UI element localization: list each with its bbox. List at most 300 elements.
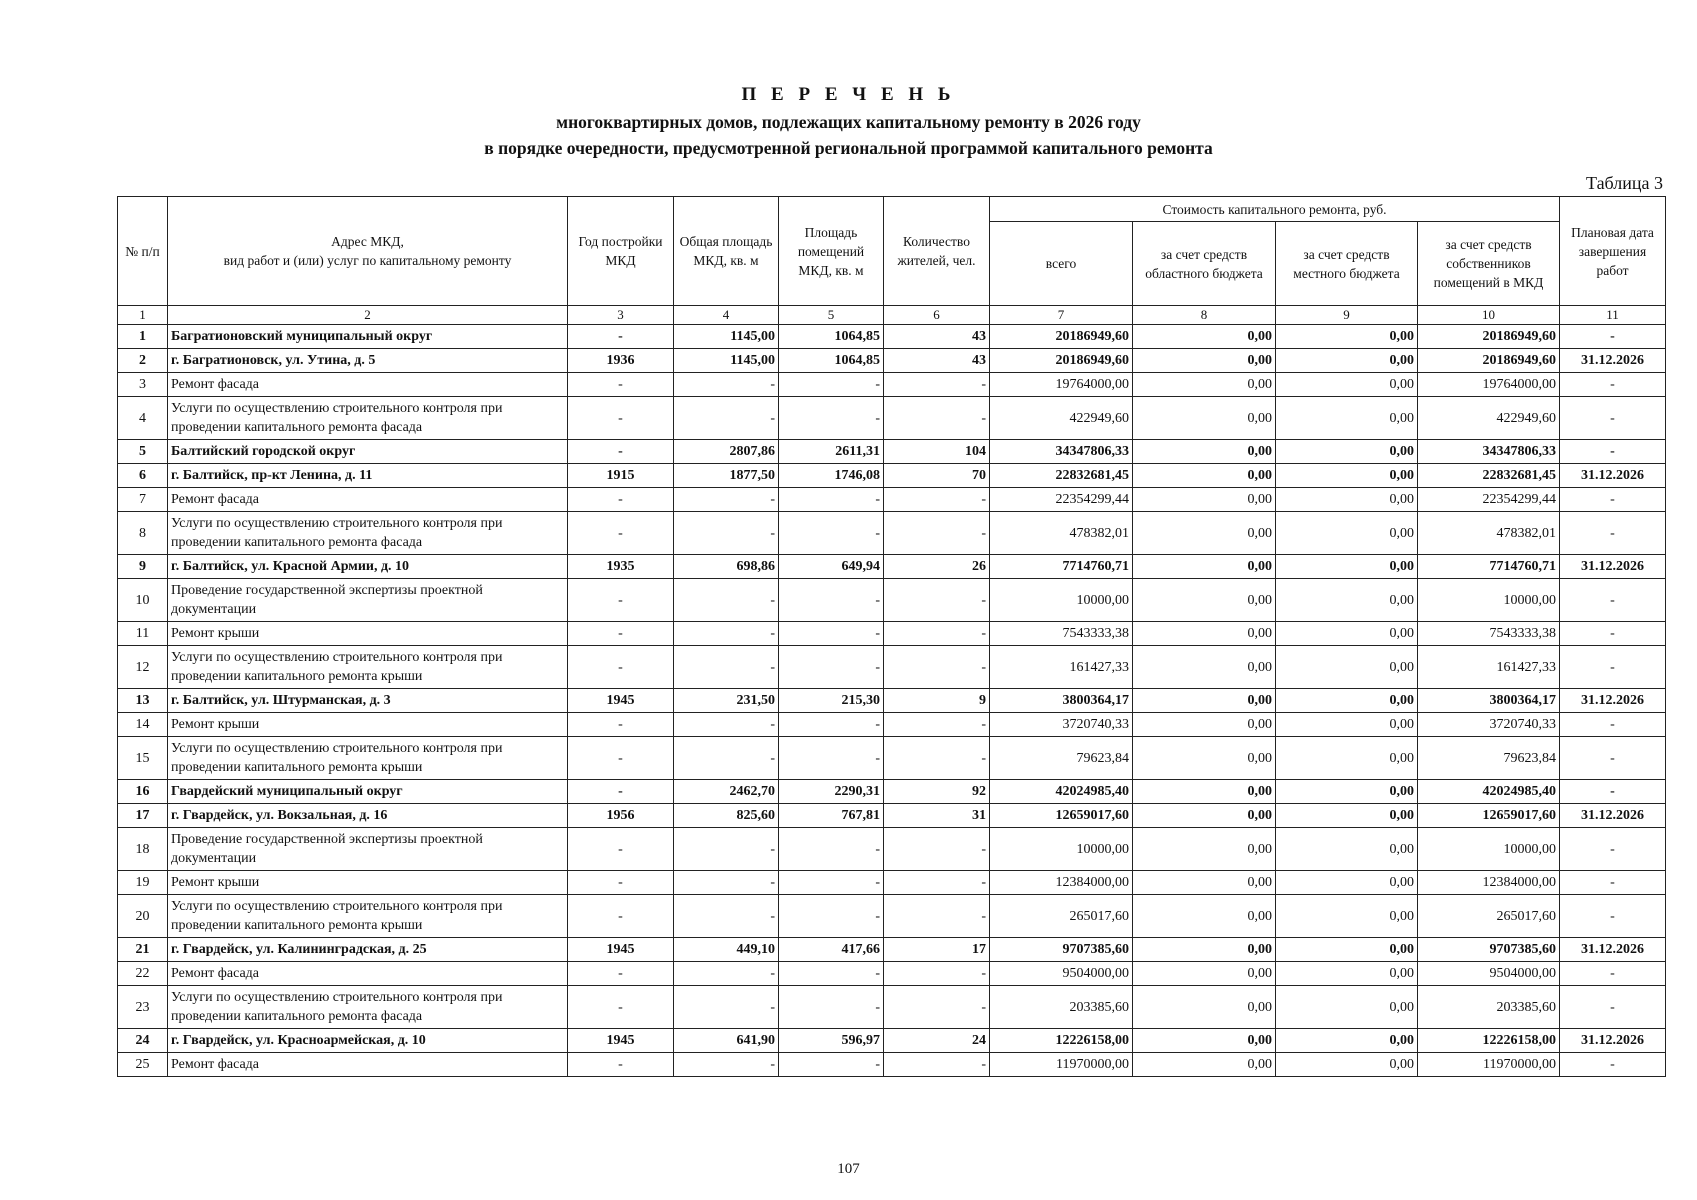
table-row xyxy=(118,804,1666,828)
row-residents: - xyxy=(884,373,990,397)
row-planned-date: - xyxy=(1560,325,1666,349)
row-cost-regional: 0,00 xyxy=(1133,737,1276,780)
row-year: 1915 xyxy=(568,464,674,488)
row-year: - xyxy=(568,871,674,895)
row-cost-owners: 10000,00 xyxy=(1418,828,1560,871)
row-total-area: - xyxy=(674,1053,779,1077)
table-row xyxy=(118,938,1666,962)
row-cost-total: 12659017,60 xyxy=(990,804,1133,828)
row-cost-total: 20186949,60 xyxy=(990,325,1133,349)
row-number: 9 xyxy=(118,555,168,579)
row-number: 20 xyxy=(118,895,168,938)
row-number: 6 xyxy=(118,464,168,488)
row-cost-owners: 9504000,00 xyxy=(1418,962,1560,986)
row-name: г. Балтийск, пр-кт Ленина, д. 11 xyxy=(168,464,568,488)
row-number: 8 xyxy=(118,512,168,555)
row-name: Услуги по осуществлению строительного контроля при проведении капитального ремонта крыши xyxy=(168,737,568,780)
table-row xyxy=(118,646,1666,689)
row-residents: 9 xyxy=(884,689,990,713)
row-residents: 17 xyxy=(884,938,990,962)
repair-list-table xyxy=(117,196,1666,1077)
document-title: П Е Р Е Ч Е Н Ь xyxy=(741,84,956,105)
row-cost-regional: 0,00 xyxy=(1133,1029,1276,1053)
row-cost-total: 22832681,45 xyxy=(990,464,1133,488)
row-year: 1935 xyxy=(568,555,674,579)
row-room-area: 649,94 xyxy=(779,555,884,579)
row-planned-date: - xyxy=(1560,737,1666,780)
row-cost-total: 9707385,60 xyxy=(990,938,1133,962)
row-cost-owners: 265017,60 xyxy=(1418,895,1560,938)
row-year: 1956 xyxy=(568,804,674,828)
row-number: 22 xyxy=(118,962,168,986)
row-name: г. Гвардейск, ул. Красноармейская, д. 10 xyxy=(168,1029,568,1053)
table-row xyxy=(118,871,1666,895)
row-cost-total: 34347806,33 xyxy=(990,440,1133,464)
row-number: 13 xyxy=(118,689,168,713)
row-cost-owners: 22354299,44 xyxy=(1418,488,1560,512)
row-cost-regional: 0,00 xyxy=(1133,938,1276,962)
row-residents: - xyxy=(884,512,990,555)
row-cost-local: 0,00 xyxy=(1276,646,1418,689)
header-address: Адрес МКД, вид работ и (или) услуг по капитальному ремонту xyxy=(168,197,568,306)
row-cost-total: 22354299,44 xyxy=(990,488,1133,512)
table-row xyxy=(118,895,1666,938)
row-cost-local: 0,00 xyxy=(1276,464,1418,488)
row-year: 1945 xyxy=(568,689,674,713)
row-number: 14 xyxy=(118,713,168,737)
row-room-area: - xyxy=(779,373,884,397)
row-room-area: - xyxy=(779,579,884,622)
header-cost-total: всего xyxy=(990,222,1133,306)
row-room-area: 1064,85 xyxy=(779,325,884,349)
row-room-area: 215,30 xyxy=(779,689,884,713)
row-total-area: - xyxy=(674,828,779,871)
row-total-area: - xyxy=(674,871,779,895)
row-room-area: - xyxy=(779,622,884,646)
row-name: Балтийский городской округ xyxy=(168,440,568,464)
row-total-area: 641,90 xyxy=(674,1029,779,1053)
row-cost-regional: 0,00 xyxy=(1133,325,1276,349)
row-room-area: - xyxy=(779,646,884,689)
row-total-area: - xyxy=(674,713,779,737)
row-year: - xyxy=(568,986,674,1029)
row-cost-owners: 10000,00 xyxy=(1418,579,1560,622)
row-cost-regional: 0,00 xyxy=(1133,962,1276,986)
row-planned-date: - xyxy=(1560,488,1666,512)
table-row xyxy=(118,780,1666,804)
row-planned-date: 31.12.2026 xyxy=(1560,1029,1666,1053)
table-row xyxy=(118,1029,1666,1053)
row-cost-total: 12226158,00 xyxy=(990,1029,1133,1053)
row-room-area: - xyxy=(779,895,884,938)
row-name: Ремонт фасада xyxy=(168,962,568,986)
row-name: Услуги по осуществлению строительного контроля при проведении капитального ремонта крыши xyxy=(168,646,568,689)
row-name: Ремонт крыши xyxy=(168,622,568,646)
row-total-area: 1145,00 xyxy=(674,325,779,349)
row-room-area: 767,81 xyxy=(779,804,884,828)
row-cost-owners: 3800364,17 xyxy=(1418,689,1560,713)
row-cost-local: 0,00 xyxy=(1276,1029,1418,1053)
row-year: - xyxy=(568,713,674,737)
column-number-row xyxy=(118,306,1666,325)
row-cost-total: 161427,33 xyxy=(990,646,1133,689)
row-room-area: - xyxy=(779,962,884,986)
row-cost-local: 0,00 xyxy=(1276,373,1418,397)
row-cost-regional: 0,00 xyxy=(1133,373,1276,397)
row-year: - xyxy=(568,962,674,986)
row-cost-total: 20186949,60 xyxy=(990,349,1133,373)
row-cost-local: 0,00 xyxy=(1276,440,1418,464)
row-planned-date: - xyxy=(1560,579,1666,622)
row-planned-date: 31.12.2026 xyxy=(1560,938,1666,962)
row-cost-regional: 0,00 xyxy=(1133,828,1276,871)
row-total-area: - xyxy=(674,373,779,397)
row-cost-local: 0,00 xyxy=(1276,986,1418,1029)
row-name: Услуги по осуществлению строительного контроля при проведении капитального ремонта фасада xyxy=(168,397,568,440)
row-name: Ремонт фасада xyxy=(168,373,568,397)
row-residents: 43 xyxy=(884,349,990,373)
row-name: г. Гвардейск, ул. Калининградская, д. 25 xyxy=(168,938,568,962)
table-row xyxy=(118,488,1666,512)
row-cost-local: 0,00 xyxy=(1276,1053,1418,1077)
row-total-area: - xyxy=(674,646,779,689)
row-cost-local: 0,00 xyxy=(1276,938,1418,962)
row-planned-date: - xyxy=(1560,962,1666,986)
table-header xyxy=(118,197,1666,325)
row-cost-local: 0,00 xyxy=(1276,622,1418,646)
row-number: 24 xyxy=(118,1029,168,1053)
row-planned-date: 31.12.2026 xyxy=(1560,689,1666,713)
row-cost-regional: 0,00 xyxy=(1133,622,1276,646)
row-cost-regional: 0,00 xyxy=(1133,488,1276,512)
document-subtitle-line-1: многоквартирных домов, подлежащих капитальному ремонту в 2026 году xyxy=(556,112,1141,132)
row-cost-regional: 0,00 xyxy=(1133,895,1276,938)
row-cost-owners: 12384000,00 xyxy=(1418,871,1560,895)
column-number: 7 xyxy=(990,306,1133,325)
table-row xyxy=(118,349,1666,373)
table-row xyxy=(118,397,1666,440)
row-residents: - xyxy=(884,397,990,440)
row-cost-local: 0,00 xyxy=(1276,325,1418,349)
row-residents: 104 xyxy=(884,440,990,464)
row-cost-owners: 478382,01 xyxy=(1418,512,1560,555)
row-name: Проведение государственной экспертизы проектной документации xyxy=(168,828,568,871)
row-residents: - xyxy=(884,986,990,1029)
row-room-area: 2290,31 xyxy=(779,780,884,804)
row-cost-local: 0,00 xyxy=(1276,895,1418,938)
row-total-area: 1145,00 xyxy=(674,349,779,373)
row-cost-regional: 0,00 xyxy=(1133,555,1276,579)
table-row xyxy=(118,828,1666,871)
row-cost-local: 0,00 xyxy=(1276,804,1418,828)
row-number: 2 xyxy=(118,349,168,373)
row-total-area: - xyxy=(674,737,779,780)
row-total-area: 825,60 xyxy=(674,804,779,828)
row-number: 12 xyxy=(118,646,168,689)
row-planned-date: - xyxy=(1560,895,1666,938)
row-name: Услуги по осуществлению строительного контроля при проведении капитального ремонта фасада xyxy=(168,986,568,1029)
row-year: - xyxy=(568,622,674,646)
row-cost-total: 7714760,71 xyxy=(990,555,1133,579)
row-cost-total: 9504000,00 xyxy=(990,962,1133,986)
row-room-area: 1746,08 xyxy=(779,464,884,488)
row-number: 10 xyxy=(118,579,168,622)
row-cost-total: 478382,01 xyxy=(990,512,1133,555)
row-cost-local: 0,00 xyxy=(1276,871,1418,895)
column-number: 6 xyxy=(884,306,990,325)
row-cost-owners: 3720740,33 xyxy=(1418,713,1560,737)
row-number: 3 xyxy=(118,373,168,397)
table-row xyxy=(118,1053,1666,1077)
row-room-area: - xyxy=(779,828,884,871)
row-residents: 70 xyxy=(884,464,990,488)
row-cost-owners: 203385,60 xyxy=(1418,986,1560,1029)
row-year: - xyxy=(568,579,674,622)
table-row xyxy=(118,689,1666,713)
table-row xyxy=(118,325,1666,349)
row-room-area: - xyxy=(779,397,884,440)
header-total-area: Общая площадь МКД, кв. м xyxy=(674,197,779,306)
row-total-area: - xyxy=(674,579,779,622)
table-row xyxy=(118,464,1666,488)
row-residents: 26 xyxy=(884,555,990,579)
row-planned-date: - xyxy=(1560,986,1666,1029)
row-number: 17 xyxy=(118,804,168,828)
row-planned-date: 31.12.2026 xyxy=(1560,804,1666,828)
table-row xyxy=(118,713,1666,737)
row-cost-regional: 0,00 xyxy=(1133,397,1276,440)
table-row xyxy=(118,512,1666,555)
row-planned-date: - xyxy=(1560,646,1666,689)
row-total-area: 1877,50 xyxy=(674,464,779,488)
row-room-area: - xyxy=(779,488,884,512)
row-total-area: 2807,86 xyxy=(674,440,779,464)
row-year: 1945 xyxy=(568,1029,674,1053)
row-cost-local: 0,00 xyxy=(1276,689,1418,713)
page-number: 107 xyxy=(837,1161,860,1177)
row-residents: - xyxy=(884,828,990,871)
header-cost-local: за счет средств местного бюджета xyxy=(1276,222,1418,306)
row-name: г. Багратионовск, ул. Утина, д. 5 xyxy=(168,349,568,373)
row-name: г. Балтийск, ул. Красной Армии, д. 10 xyxy=(168,555,568,579)
row-cost-regional: 0,00 xyxy=(1133,713,1276,737)
row-residents: 43 xyxy=(884,325,990,349)
row-year: - xyxy=(568,646,674,689)
row-year: - xyxy=(568,780,674,804)
row-cost-regional: 0,00 xyxy=(1133,440,1276,464)
row-cost-total: 7543333,38 xyxy=(990,622,1133,646)
row-cost-regional: 0,00 xyxy=(1133,689,1276,713)
row-year: - xyxy=(568,895,674,938)
header-num: № п/п xyxy=(118,197,168,306)
row-room-area: - xyxy=(779,871,884,895)
document-subtitle-line-2: в порядке очередности, предусмотренной региональной программой капитального ремонта xyxy=(484,138,1213,158)
column-number: 2 xyxy=(168,306,568,325)
row-total-area: - xyxy=(674,488,779,512)
row-year: - xyxy=(568,512,674,555)
row-cost-regional: 0,00 xyxy=(1133,646,1276,689)
row-residents: - xyxy=(884,713,990,737)
row-cost-local: 0,00 xyxy=(1276,962,1418,986)
column-number: 9 xyxy=(1276,306,1418,325)
row-cost-total: 422949,60 xyxy=(990,397,1133,440)
row-cost-local: 0,00 xyxy=(1276,349,1418,373)
row-name: Услуги по осуществлению строительного контроля при проведении капитального ремонта крыши xyxy=(168,895,568,938)
row-residents: - xyxy=(884,737,990,780)
table-row xyxy=(118,622,1666,646)
row-planned-date: - xyxy=(1560,622,1666,646)
row-room-area: 1064,85 xyxy=(779,349,884,373)
header-planned-date: Плановая дата завершения работ xyxy=(1560,197,1666,306)
row-cost-total: 19764000,00 xyxy=(990,373,1133,397)
row-number: 5 xyxy=(118,440,168,464)
column-number: 4 xyxy=(674,306,779,325)
row-total-area: 2462,70 xyxy=(674,780,779,804)
row-cost-total: 10000,00 xyxy=(990,579,1133,622)
row-cost-owners: 9707385,60 xyxy=(1418,938,1560,962)
row-name: г. Гвардейск, ул. Вокзальная, д. 16 xyxy=(168,804,568,828)
row-year: 1945 xyxy=(568,938,674,962)
row-planned-date: - xyxy=(1560,373,1666,397)
row-name: Услуги по осуществлению строительного контроля при проведении капитального ремонта фасада xyxy=(168,512,568,555)
row-year: - xyxy=(568,397,674,440)
row-planned-date: - xyxy=(1560,440,1666,464)
row-name: г. Балтийск, ул. Штурманская, д. 3 xyxy=(168,689,568,713)
row-room-area: 417,66 xyxy=(779,938,884,962)
row-total-area: 449,10 xyxy=(674,938,779,962)
row-room-area: 2611,31 xyxy=(779,440,884,464)
column-number: 11 xyxy=(1560,306,1666,325)
row-number: 18 xyxy=(118,828,168,871)
row-total-area: - xyxy=(674,512,779,555)
table-row xyxy=(118,737,1666,780)
column-number: 5 xyxy=(779,306,884,325)
row-cost-local: 0,00 xyxy=(1276,397,1418,440)
row-room-area: - xyxy=(779,1053,884,1077)
row-cost-regional: 0,00 xyxy=(1133,512,1276,555)
row-planned-date: - xyxy=(1560,512,1666,555)
row-cost-regional: 0,00 xyxy=(1133,579,1276,622)
row-cost-owners: 42024985,40 xyxy=(1418,780,1560,804)
row-cost-total: 12384000,00 xyxy=(990,871,1133,895)
row-cost-regional: 0,00 xyxy=(1133,464,1276,488)
row-cost-owners: 34347806,33 xyxy=(1418,440,1560,464)
row-cost-local: 0,00 xyxy=(1276,780,1418,804)
row-planned-date: - xyxy=(1560,397,1666,440)
row-planned-date: - xyxy=(1560,828,1666,871)
row-number: 11 xyxy=(118,622,168,646)
row-year: - xyxy=(568,737,674,780)
row-cost-owners: 79623,84 xyxy=(1418,737,1560,780)
header-cost-group: Стоимость капитального ремонта, руб. xyxy=(990,197,1560,222)
column-number: 3 xyxy=(568,306,674,325)
row-cost-regional: 0,00 xyxy=(1133,986,1276,1029)
row-cost-total: 203385,60 xyxy=(990,986,1133,1029)
row-name: Проведение государственной экспертизы проектной документации xyxy=(168,579,568,622)
row-residents: - xyxy=(884,646,990,689)
table-row xyxy=(118,555,1666,579)
row-total-area: 698,86 xyxy=(674,555,779,579)
row-cost-owners: 161427,33 xyxy=(1418,646,1560,689)
row-planned-date: - xyxy=(1560,1053,1666,1077)
row-cost-owners: 12226158,00 xyxy=(1418,1029,1560,1053)
row-cost-owners: 22832681,45 xyxy=(1418,464,1560,488)
row-total-area: - xyxy=(674,962,779,986)
table-row xyxy=(118,962,1666,986)
row-cost-total: 3720740,33 xyxy=(990,713,1133,737)
row-name: Ремонт фасада xyxy=(168,488,568,512)
row-year: - xyxy=(568,1053,674,1077)
row-cost-local: 0,00 xyxy=(1276,488,1418,512)
row-room-area: - xyxy=(779,512,884,555)
row-cost-regional: 0,00 xyxy=(1133,780,1276,804)
row-cost-local: 0,00 xyxy=(1276,713,1418,737)
row-planned-date: 31.12.2026 xyxy=(1560,349,1666,373)
row-number: 21 xyxy=(118,938,168,962)
row-total-area: 231,50 xyxy=(674,689,779,713)
row-number: 23 xyxy=(118,986,168,1029)
row-cost-total: 265017,60 xyxy=(990,895,1133,938)
row-cost-owners: 12659017,60 xyxy=(1418,804,1560,828)
row-cost-local: 0,00 xyxy=(1276,579,1418,622)
row-name: Багратионовский муниципальный округ xyxy=(168,325,568,349)
table-label: Таблица 3 xyxy=(1586,173,1663,193)
table-row xyxy=(118,986,1666,1029)
row-planned-date: 31.12.2026 xyxy=(1560,555,1666,579)
row-cost-total: 42024985,40 xyxy=(990,780,1133,804)
row-number: 19 xyxy=(118,871,168,895)
header-cost-regional: за счет средств областного бюджета xyxy=(1133,222,1276,306)
row-number: 4 xyxy=(118,397,168,440)
row-number: 25 xyxy=(118,1053,168,1077)
column-number: 1 xyxy=(118,306,168,325)
row-planned-date: - xyxy=(1560,713,1666,737)
row-cost-owners: 11970000,00 xyxy=(1418,1053,1560,1077)
row-cost-local: 0,00 xyxy=(1276,828,1418,871)
row-cost-total: 3800364,17 xyxy=(990,689,1133,713)
row-year: - xyxy=(568,440,674,464)
row-residents: - xyxy=(884,895,990,938)
header-room-area: Площадь помещений МКД, кв. м xyxy=(779,197,884,306)
row-number: 16 xyxy=(118,780,168,804)
row-planned-date: 31.12.2026 xyxy=(1560,464,1666,488)
row-planned-date: - xyxy=(1560,780,1666,804)
row-residents: - xyxy=(884,1053,990,1077)
row-year: - xyxy=(568,325,674,349)
row-residents: - xyxy=(884,871,990,895)
row-cost-total: 11970000,00 xyxy=(990,1053,1133,1077)
row-cost-owners: 20186949,60 xyxy=(1418,325,1560,349)
row-cost-regional: 0,00 xyxy=(1133,804,1276,828)
row-total-area: - xyxy=(674,895,779,938)
row-total-area: - xyxy=(674,397,779,440)
row-year: - xyxy=(568,373,674,397)
column-number: 8 xyxy=(1133,306,1276,325)
row-number: 1 xyxy=(118,325,168,349)
row-cost-local: 0,00 xyxy=(1276,555,1418,579)
row-cost-owners: 20186949,60 xyxy=(1418,349,1560,373)
row-cost-total: 79623,84 xyxy=(990,737,1133,780)
row-cost-local: 0,00 xyxy=(1276,512,1418,555)
row-planned-date: - xyxy=(1560,871,1666,895)
row-residents: 31 xyxy=(884,804,990,828)
header-residents: Количество жителей, чел. xyxy=(884,197,990,306)
header-year: Год постройки МКД xyxy=(568,197,674,306)
header-cost-owners: за счет средств собственников помещений в МКД xyxy=(1418,222,1560,306)
row-cost-total: 10000,00 xyxy=(990,828,1133,871)
row-year: - xyxy=(568,488,674,512)
row-cost-owners: 422949,60 xyxy=(1418,397,1560,440)
